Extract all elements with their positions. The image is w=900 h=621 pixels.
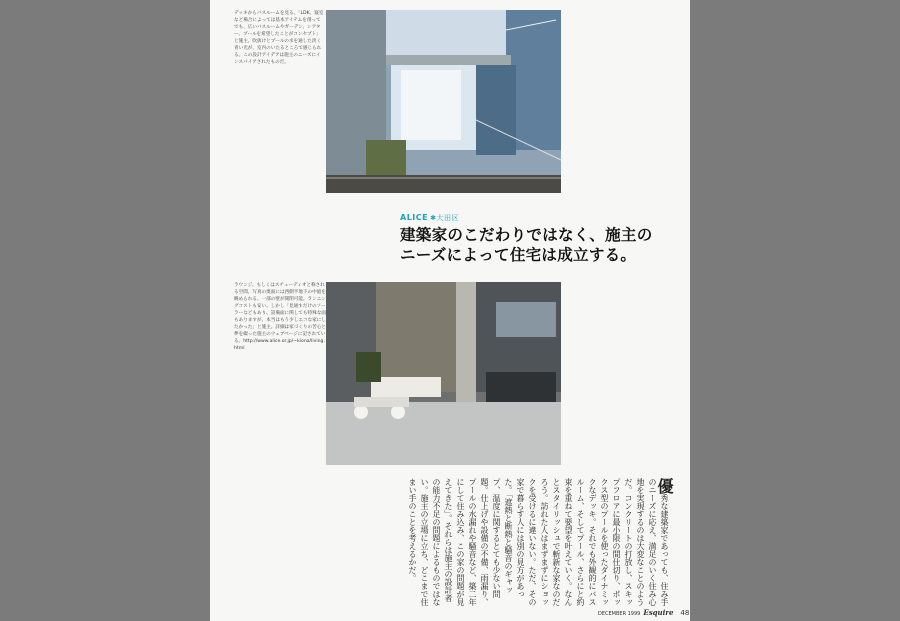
magazine-page xyxy=(210,0,690,621)
photo-lounge xyxy=(326,282,561,465)
project-area: ✱大田区 xyxy=(430,214,459,222)
project-name: ALICE xyxy=(400,213,429,222)
body-text xyxy=(408,478,674,606)
photo-bath-deck xyxy=(326,10,561,193)
project-tag xyxy=(400,213,459,223)
body-paragraph: 秀な建築家であっても、住み手のニーズに応え、満足のいく住み心地を実現するのは大変なことのようだ。コンクリートの打放し、スキップフロアに最小限の間仕切り、ボックス型のプールを使ったダイナミックなデッキ。それでも外観的にバスルーム、そしてプール、さらにと約束を重ねて要望を叶えていく。なんとスタイリッシュで斬新な家なのだろう。訪れた人はまずまずにショックを受けるに違いない。ただ、その家で暮らす人には別の見方があった。「遮熱と断熱と騒音のギャップ、温度に関するとても少ない問題。仕上げや設備の不備、雨漏り、プールの水漏れや騒音など、築二年にして住み込み、この家の問題が見えてきた」。それらは施主の設計者の能力不足の問題によるものではない。施主の立場に立ち、どこまで住まい手のことを考えるかだ。 xyxy=(408,478,669,606)
caption-top: デッキからバスルームを見る。「LDK、寝室など場合によっては基本アイテムを削ってでも、広いバスルームやガーデン、シアター、プールを希望したことがコンセプト」と施主。吹抜けとプールの水を通した淡く青い光が、室内のいたるところで感じられる。この設計アイデアは施主のニーズにインスパイアされたものだ。 xyxy=(234,11,324,65)
page-number: 48 xyxy=(680,609,690,617)
drop-cap: 優 xyxy=(655,478,674,494)
issue-date: DECEMBER 1999 xyxy=(598,611,641,617)
caption-mid: ラウンジ。もしくはスチューディオと称される空間。写真の奥面には西側半地下の中庭を眺められる。一部の壁が開閉可能。ランニングコストも安い。しかし「見通すだけのソーラーなどもあり、設備面に関しても特殊な面もありますが、本当はもう少しエコな家にしたかった」と施主。詳細は家づくりの苦心と夢を綴った施主のウェブページに記されている。http://www.alice.or.jp/~kiona/living.html xyxy=(234,283,326,351)
magazine-logo: Esquire xyxy=(643,608,674,617)
headline: 建築家のこだわりではなく、施主の ニーズによって住宅は成立する。 xyxy=(400,226,653,264)
page-footer xyxy=(598,608,689,617)
